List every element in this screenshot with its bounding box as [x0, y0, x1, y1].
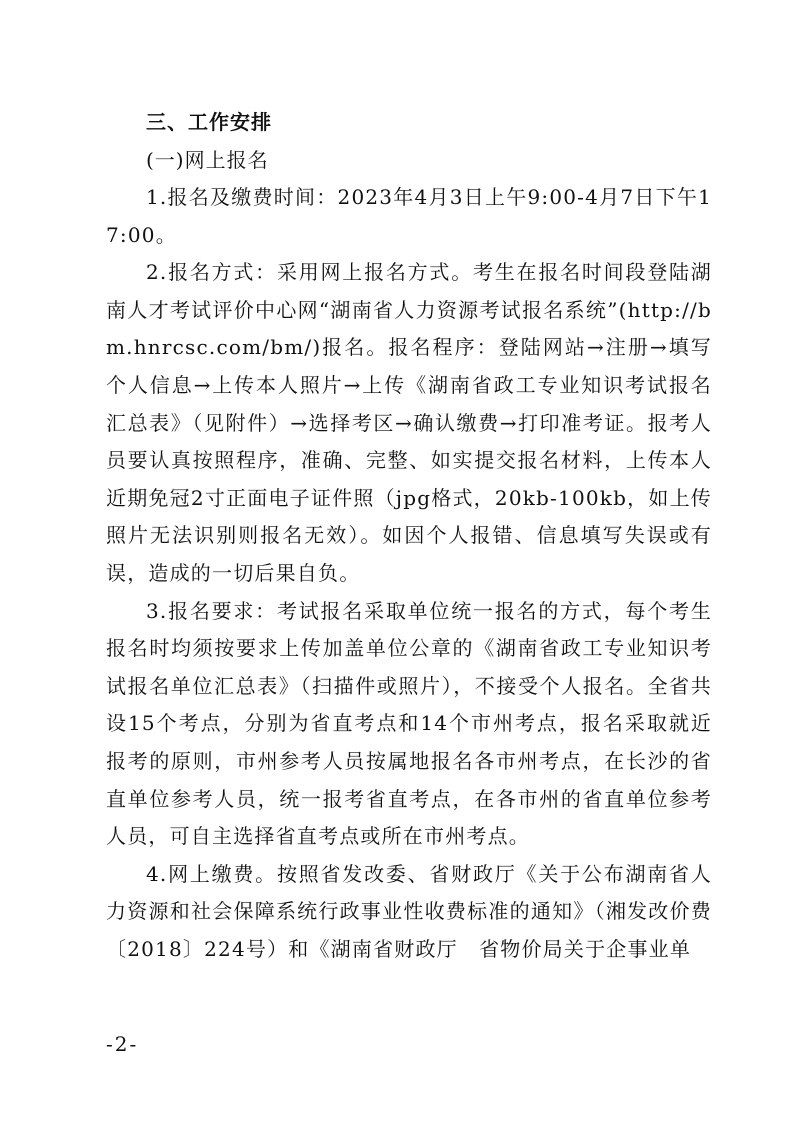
paragraph-registration-time: 1.报名及缴费时间：2023年4月3日上午9:00-4月7日下午17:00。 — [106, 185, 712, 247]
paragraph-online-payment: 4.网上缴费。按照省发改委、省财政厅《关于公布湖南省人力资源和社会保障系统行政事业性收费标准的通知》（湘发改价费〔2018〕224号）和《湖南省财政厅 省物价局关于企事业单 — [106, 861, 712, 961]
paragraph-registration-requirements: 3.报名要求：考试报名采取单位统一报名的方式，每个考生报名时均须按要求上传加盖单位公章的《湖南省政工专业知识考试报名单位汇总表》（扫描件或照片），不接受个人报名。全省共设15个考点，分别为省直考点和14个市州考点，报名采取就近报考的原则，市州参考人员按属地报名各市州考点，在长沙的省直单位参考人员，统一报考省直考点，在各市州的省直单位参考人员，可自主选择省直考点或所在市州考点。 — [106, 598, 712, 849]
paragraph-registration-method: 2.报名方式：采用网上报名方式。考生在报名时间段登陆湖南人才考试评价中心网“湖南省人力资源考试报名系统”(http://bm.hnrcsc.com/bm/)报名。报名程序：登陆网站→注册→填写个人信息→上传本人照片→上传《湖南省政工专业知识考试报名汇总表》（见附件）→选择考区→确认缴费→打印准考证。报考人员要认真按照程序，准确、完整、如实提交报名材料，上传本人近期免冠2寸正面电子证件照（jpg格式，20kb-100kb，如上传照片无法识别则报名无效）。如因个人报错、信息填写失误或有误，造成的一切后果自负。 — [106, 260, 712, 585]
page-number: -2- — [106, 1032, 139, 1056]
section-heading: 三、工作安排 — [146, 110, 272, 134]
subsection-heading: (一)网上报名 — [146, 148, 269, 172]
document-body — [106, 103, 712, 968]
